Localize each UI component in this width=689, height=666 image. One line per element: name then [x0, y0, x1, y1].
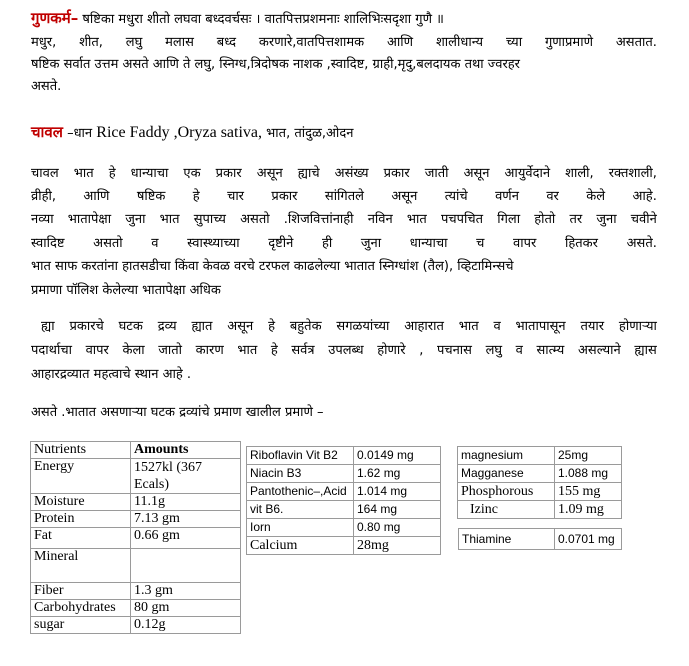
- word: असल्याने: [577, 343, 621, 358]
- thiamine-name: Thiamine: [459, 529, 555, 550]
- word: प्रकार: [383, 166, 410, 181]
- para1-line-3: [31, 211, 657, 229]
- nutrient-value: 1.3 gm: [131, 583, 241, 600]
- nutrient-name: sugar: [31, 617, 131, 634]
- word: च्या: [506, 35, 523, 50]
- word: असंख्य: [334, 166, 369, 181]
- word: हे: [192, 189, 200, 204]
- word: आयुर्वेदाने: [504, 166, 551, 181]
- word: भात: [237, 343, 258, 358]
- word: सुपाच्य: [193, 212, 226, 227]
- word: शीत,: [79, 35, 103, 50]
- vitamin-value: 0.0149 mg: [354, 447, 441, 465]
- para1-line-5: भात साफ करतांना हातसडीचा किंवा केवळ वरचे टरफल काढलेल्या भातात स्निग्धांश (तैल), व्हिटामिन्सचे: [31, 259, 514, 274]
- word: हे: [268, 319, 275, 334]
- mineral-value: 25mg: [555, 447, 622, 465]
- word: जुना: [125, 212, 146, 227]
- word: त्यांचे: [444, 189, 468, 204]
- word: गुणाप्रमाणे: [544, 35, 593, 50]
- vitamin-value: 1.014 mg: [354, 483, 441, 501]
- word: करणारे,वातपित्तशामक: [258, 35, 365, 50]
- para1-line-2: [31, 188, 657, 206]
- nutrient-name: Mineral: [31, 549, 131, 583]
- word: ह्यास: [634, 343, 657, 358]
- nutrient-value: 0.12g: [131, 617, 241, 634]
- para2-line-2: [31, 342, 657, 360]
- word: जुना: [596, 212, 617, 227]
- word: प्रकार: [215, 166, 242, 181]
- vitamin-value: 28mg: [354, 537, 441, 555]
- table-row: [247, 465, 441, 483]
- word: स्वास्थ्याच्या: [187, 236, 240, 251]
- word: असून: [227, 319, 254, 334]
- nutrient-intro: असते .भातात असणाऱ्या घटक द्रव्यांचे प्रमाण खालील प्रमाणे –: [31, 405, 324, 420]
- word: आणि: [387, 35, 414, 50]
- word: बहुतेक: [289, 319, 322, 334]
- word: .शिजवित्तांनाही: [283, 212, 354, 227]
- gunkarma-line-4: असते.: [31, 79, 62, 94]
- word: जातो: [158, 343, 183, 358]
- mineral-name: magnesium: [458, 447, 555, 465]
- nutrient-value: [131, 549, 241, 583]
- word: आहारात: [404, 319, 444, 334]
- word: मलास: [165, 35, 194, 50]
- word: असतात.: [615, 35, 657, 50]
- word: व: [151, 236, 159, 251]
- table-row: [458, 501, 622, 519]
- word: ही: [321, 236, 333, 251]
- gunkarma-line-1: [31, 9, 444, 29]
- word: केले: [586, 189, 606, 204]
- chawal-english-name: Rice Faddy ,Oryza sativa,: [96, 124, 263, 141]
- word: वापर: [513, 236, 537, 251]
- word: ह्याचे: [297, 166, 320, 181]
- word: शालीधान्य: [435, 35, 484, 50]
- para2-line-3: आहारद्रव्यात महत्वाचे स्थान आहे .: [31, 367, 192, 382]
- word: ह्या: [41, 319, 55, 334]
- vitamins-table: [246, 446, 441, 555]
- chawal-dhan: –धान: [67, 126, 93, 141]
- word: द्रव्य: [157, 319, 177, 334]
- vitamin-value: 1.62 mg: [354, 465, 441, 483]
- word: आहे.: [632, 189, 657, 204]
- thiamine-table: [458, 528, 622, 550]
- word: व: [493, 319, 501, 334]
- word: हे: [108, 166, 116, 181]
- shloka-text: षष्टिका मधुरा शीतो लघवा बध्दवर्चसः । वातपित्तप्रशमनाः शालिभिःसदृशा गुणै ॥: [82, 12, 444, 27]
- word: उपलब्ध: [328, 343, 364, 358]
- nutrient-name: Protein: [31, 511, 131, 528]
- word: ,: [419, 343, 424, 358]
- word: बध्द: [216, 35, 236, 50]
- table-row: [31, 494, 241, 511]
- word: घटक: [118, 319, 143, 334]
- vitamin-value: 164 mg: [354, 501, 441, 519]
- word: जुना: [360, 236, 382, 251]
- word: व: [515, 343, 523, 358]
- word: जाती: [424, 166, 449, 181]
- word: चवीने: [630, 212, 657, 227]
- nutrient-name: Carbohydrates: [31, 600, 131, 617]
- word: नव्या: [31, 212, 54, 227]
- word: वर: [546, 189, 559, 204]
- word: केला: [122, 343, 145, 358]
- nutrient-value: 80 gm: [131, 600, 241, 617]
- table-row: [31, 511, 241, 528]
- word: स्वादिष्ट: [31, 236, 65, 251]
- word: षष्टिक: [136, 189, 166, 204]
- word: ह्यात: [191, 319, 213, 334]
- word: धान्याचा: [409, 236, 448, 251]
- word: पचनास: [436, 343, 472, 358]
- word: सात्म्य: [536, 343, 565, 358]
- table-row: [247, 501, 441, 519]
- table-row: [458, 465, 622, 483]
- word: भात: [159, 212, 180, 227]
- word: चार: [227, 189, 245, 204]
- word: असून: [391, 189, 418, 204]
- word: पदार्थाचा: [31, 343, 72, 358]
- table-row: [31, 549, 241, 583]
- table-row: [247, 519, 441, 537]
- table-row: [247, 483, 441, 501]
- word: हितकर: [564, 236, 598, 251]
- mineral-value: 1.09 mg: [555, 501, 622, 519]
- mineral-value: 1.088 mg: [555, 465, 622, 483]
- gunkarma-heading: गुणकर्म–: [31, 9, 79, 27]
- vitamin-name: Niacin B3: [247, 465, 354, 483]
- table-row: [31, 528, 241, 549]
- nutrient-value: 0.66 gm: [131, 528, 241, 549]
- word: व्रीही,: [31, 189, 56, 204]
- word: प्रकारचे: [69, 319, 104, 334]
- word: भात: [406, 212, 427, 227]
- word: भातापेक्षा: [67, 212, 112, 227]
- word: लघु: [125, 35, 143, 50]
- word: रक्तशाली,: [608, 166, 657, 181]
- word: पचपचित: [440, 212, 484, 227]
- vitamin-value: 0.80 mg: [354, 519, 441, 537]
- word: सर्वत्र: [291, 343, 315, 358]
- table-row: [247, 447, 441, 465]
- nutrient-value: 7.13 gm: [131, 511, 241, 528]
- word: धान्याचा: [130, 166, 169, 181]
- thiamine-value: 0.0701 mg: [555, 529, 622, 550]
- para1-line-4: [31, 235, 657, 253]
- table-row: [458, 483, 622, 501]
- mineral-name: Phosphorous: [458, 483, 555, 501]
- table-row: [31, 583, 241, 600]
- word: असतो: [240, 212, 270, 227]
- word: प्रकार: [271, 189, 298, 204]
- para1-line-1: [31, 165, 657, 183]
- table-row: [31, 617, 241, 634]
- word: भात: [73, 166, 94, 181]
- word: होणारे: [377, 343, 406, 358]
- minerals-table: [457, 446, 622, 519]
- mineral-value: 155 mg: [555, 483, 622, 501]
- mineral-name: Magganese: [458, 465, 555, 483]
- nutrient-value: 1527kl (367 Ecals): [131, 459, 241, 494]
- header-amounts: Amounts: [131, 442, 241, 459]
- para2-line-1: [41, 318, 657, 336]
- word: मधुर,: [31, 35, 57, 50]
- table-row: [459, 529, 622, 550]
- nutrient-name: Moisture: [31, 494, 131, 511]
- word: शाली,: [565, 166, 594, 181]
- vitamin-name: Calcium: [247, 537, 354, 555]
- nutrients-table: [30, 441, 241, 634]
- word: गिला: [497, 212, 521, 227]
- word: असून: [463, 166, 490, 181]
- word: तयार: [580, 319, 605, 334]
- word: कारण: [195, 343, 224, 358]
- chawal-heading-line: [31, 122, 353, 144]
- word: भात: [458, 319, 479, 334]
- word: हे: [270, 343, 278, 358]
- word: नविन: [367, 212, 393, 227]
- word: आणि: [83, 189, 110, 204]
- word: लघु: [485, 343, 503, 358]
- gunkarma-line-2: [31, 34, 657, 52]
- vitamin-name: Pantothenic–,Acid: [247, 483, 354, 501]
- word: असते.: [626, 236, 657, 251]
- header-nutrients: Nutrients: [31, 442, 131, 459]
- word: होणाऱ्या: [618, 319, 657, 334]
- table-header-row: [31, 442, 241, 459]
- word: तर: [569, 212, 583, 227]
- word: सांगितले: [324, 189, 364, 204]
- table-row: [247, 537, 441, 555]
- table-row: [31, 459, 241, 494]
- word: वापर: [85, 343, 109, 358]
- vitamin-name: Riboflavin Vit B2: [247, 447, 354, 465]
- word: वर्णन: [495, 189, 519, 204]
- mineral-name: Izinc: [458, 501, 555, 519]
- chawal-marathi-names: भात, तांदुळ,ओदन: [266, 126, 354, 141]
- para1-line-6: प्रमाणा पॉलिश केलेल्या भातापेक्षा अधिक: [31, 283, 221, 298]
- nutrient-value: 11.1g: [131, 494, 241, 511]
- word: असून: [256, 166, 283, 181]
- vitamin-name: vit B6.: [247, 501, 354, 519]
- gunkarma-line-3: षष्टिक सर्वात उत्तम असते आणि ते लघु, स्निग्ध,त्रिदोषक नाशक ,स्वादिष्ट, ग्राही,मृदु,बलदायक तथा ज्वरहर: [31, 57, 520, 72]
- word: होतो: [534, 212, 556, 227]
- nutrient-name: Fat: [31, 528, 131, 549]
- word: भातापासून: [515, 319, 566, 334]
- word: च: [476, 236, 485, 251]
- chawal-heading: चावल: [31, 123, 63, 141]
- vitamin-name: Iorn: [247, 519, 354, 537]
- nutrient-name: Energy: [31, 459, 131, 494]
- table-row: [31, 600, 241, 617]
- word: एक: [183, 166, 201, 181]
- word: सगळयांच्या: [336, 319, 390, 334]
- word: असतो: [93, 236, 123, 251]
- nutrient-name: Fiber: [31, 583, 131, 600]
- word: चावल: [31, 166, 59, 181]
- table-row: [458, 447, 622, 465]
- word: दृष्टीने: [268, 236, 294, 251]
